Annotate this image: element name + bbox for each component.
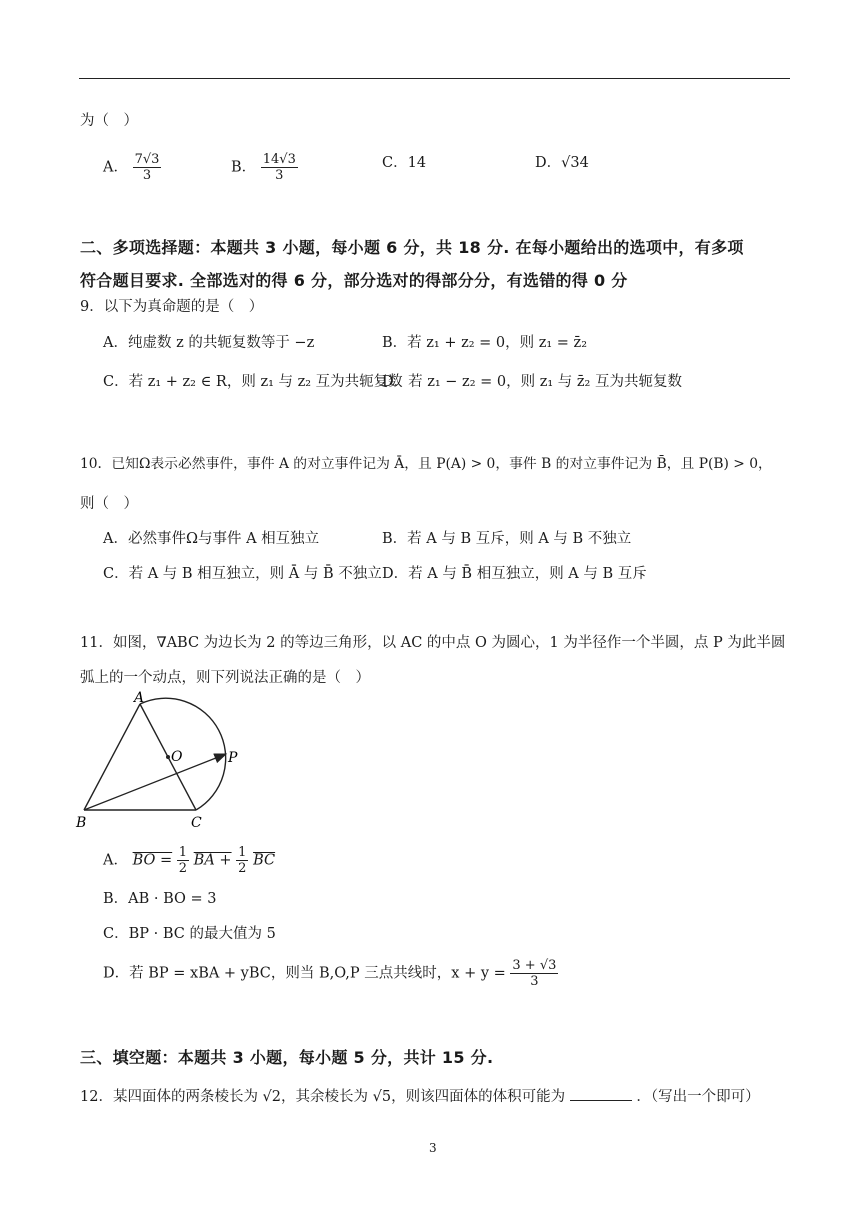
q8-option-b[interactable] <box>231 152 298 183</box>
q10-option-a[interactable]: A．必然事件Ω与事件 A 相互独立 <box>103 531 320 547</box>
q10-stem: 10．已知Ω表示必然事件，事件 A 的对立事件记为 Ā，且 P(A) > 0，事件 B 的对立事件记为 B̄，且 P(B) > 0， <box>80 456 772 472</box>
q12-answer-blank[interactable] <box>570 1086 632 1101</box>
q8-option-b-denominator: 3 <box>275 168 284 183</box>
label-a: A <box>134 690 145 706</box>
q8-option-b-fraction <box>261 152 298 183</box>
q10-option-d[interactable]: D．若 A 与 B̄ 相互独立，则 A 与 B 互斥 <box>382 566 647 582</box>
q8-option-a-numerator: 7√3 <box>134 152 160 167</box>
q11-option-d-fraction <box>510 958 558 989</box>
q11-option-d[interactable] <box>103 958 558 989</box>
vector-bp-arrow <box>84 754 226 810</box>
q11-option-d-text: D．若 BP = xBA + yBC，则当 B,O,P 三点共线时，x + y = <box>103 965 506 982</box>
section3-heading: 三、填空题：本题共 3 小题，每小题 5 分，共计 15 分. <box>80 1048 494 1067</box>
label-c: C <box>191 815 202 831</box>
q8-option-d[interactable]: D．√34 <box>535 155 589 171</box>
q8-option-a-fraction <box>133 152 162 183</box>
q11-option-d-fraction-num: 3 + √3 <box>512 958 557 973</box>
q9-option-b[interactable]: B．若 z₁ + z₂ = 0，则 z₁ = z̄₂ <box>382 335 588 351</box>
q11-option-a-end: $\overline{BC}$ <box>253 852 276 869</box>
semicircle-arc <box>140 698 226 810</box>
q12-text-after: ．（写出一个即可） <box>636 1089 760 1105</box>
q11-stem-line1: 11．如图，∇ABC 为边长为 2 的等边三角形，以 AC 的中点 O 为圆心，1 为半径作一个半圆，点 P 为此半圆 <box>80 635 786 651</box>
q11-option-a-fraction-2-den: 2 <box>238 861 247 876</box>
header-rule <box>79 78 790 79</box>
triangle-side-ab <box>84 704 140 810</box>
section2-heading-line1: 二、多项选择题：本题共 3 小题，每小题 6 分，共 18 分. 在每小题给出的选项中，有多项 <box>80 238 744 257</box>
q10-option-b[interactable]: B．若 A 与 B 互斥，则 A 与 B 不独立 <box>382 531 632 547</box>
q12-stem <box>80 1086 760 1106</box>
q10-stem-continued: 则（ ） <box>80 496 138 512</box>
q11-option-d-fraction-den: 3 <box>530 974 539 989</box>
q8-option-b-label: B． <box>231 159 257 176</box>
q8-option-a-denominator: 3 <box>142 168 152 183</box>
section2-heading-line2: 符合题目要求. 全部选对的得 6 分，部分选对的得部分分，有选错的得 0 分 <box>80 271 628 290</box>
q9-option-d[interactable]: D．若 z₁ − z₂ = 0，则 z₁ 与 z̄₂ 互为共轭复数 <box>382 374 682 390</box>
label-o: O <box>171 749 183 765</box>
q11-option-a-fraction-2 <box>236 845 248 876</box>
q9-stem: 9．以下为真命题的是（ ） <box>80 299 264 315</box>
q8-option-a-label: A． <box>103 159 128 176</box>
q11-option-b[interactable]: B．AB · BO = 3 <box>103 891 217 907</box>
q11-option-c[interactable]: C．BP · BC 的最大值为 5 <box>103 926 276 942</box>
label-p: P <box>228 750 238 766</box>
q10-option-c[interactable]: C．若 A 与 B 相互独立，则 Ā 与 B̄ 不独立 <box>103 566 382 582</box>
q8-option-c[interactable]: C．14 <box>382 155 427 171</box>
q11-option-a[interactable] <box>103 845 275 876</box>
center-point-o <box>166 755 170 759</box>
q11-option-a-fraction-1-den: 2 <box>178 861 188 876</box>
q11-option-a-lhs: BO = <box>132 852 173 869</box>
q11-option-a-label: A． <box>103 852 128 869</box>
q11-option-a-fraction-1-num: 1 <box>178 845 188 860</box>
q12-text-before: 12．某四面体的两条棱长为 √2，其余棱长为 √5，则该四面体的体积可能为 <box>80 1089 566 1105</box>
q11-option-a-mid: BA + <box>193 852 232 869</box>
label-b: B <box>76 815 87 831</box>
q8-intro: 为（ ） <box>80 113 138 129</box>
q8-option-b-numerator: 14√3 <box>262 152 296 167</box>
q9-option-a[interactable]: A．纯虚数 z 的共轭复数等于 −z <box>103 335 315 351</box>
q11-option-a-fraction-1 <box>177 845 189 876</box>
q11-option-a-fraction-2-num: 1 <box>238 845 247 860</box>
page-number: 3 <box>429 1141 437 1155</box>
q11-stem-line2: 弧上的一个动点，则下列说法正确的是（ ） <box>80 670 370 686</box>
q11-figure <box>70 690 270 840</box>
q9-option-c[interactable]: C．若 z₁ + z₂ ∈ R，则 z₁ 与 z₂ 互为共轭复数 <box>103 374 403 390</box>
q8-option-a[interactable] <box>103 152 161 183</box>
